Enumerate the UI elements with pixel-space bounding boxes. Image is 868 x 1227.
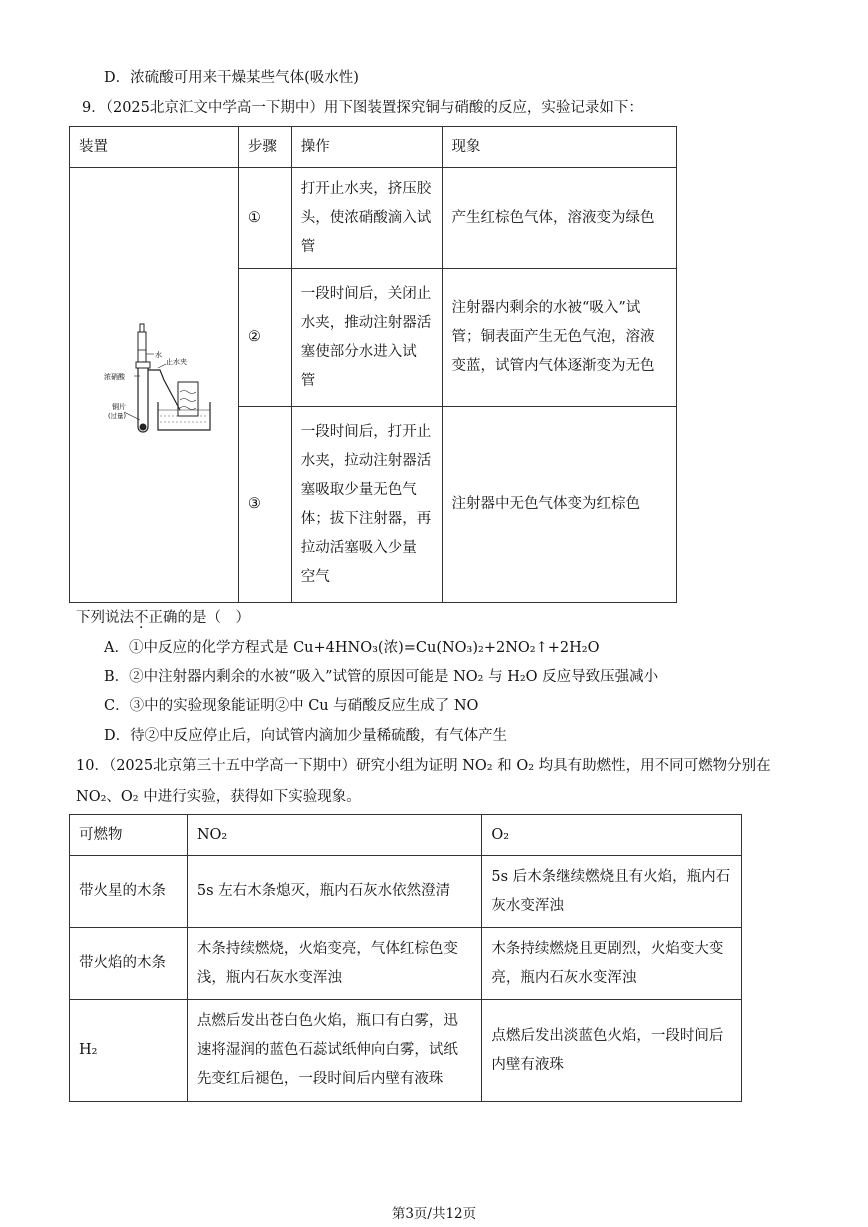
table-row: [70, 168, 677, 269]
line: 内壁有液珠: [491, 1056, 564, 1073]
no2-result-3: [187, 1000, 482, 1102]
q9-option-c: C．③中的实验现象能证明②中 Cu 与硝酸反应生成了 NO: [104, 698, 479, 714]
line: 先变红后褪色，一段时间后内壁有液珠: [196, 1071, 444, 1087]
line: 速将湿润的蓝色石蕊试纸伸向白雾，试纸: [196, 1042, 458, 1058]
header-apparatus: 装置: [70, 127, 239, 168]
label-excess: (过量): [107, 412, 126, 420]
header-no2: NO₂: [187, 815, 482, 856]
q9-option-d: D．待②中反应停止后，向试管内滴加少量稀硫酸，有气体产生: [104, 728, 508, 744]
q9-question: [76, 606, 250, 627]
phenomenon-1: [442, 168, 677, 269]
operation-3: [291, 407, 442, 603]
line: 一段时间后，打开止: [300, 423, 432, 440]
table-row: [70, 1000, 742, 1102]
o2-result-1: [482, 856, 742, 928]
line: 塞吸取少量无色气: [300, 481, 417, 498]
line: 点燃后发出苍白色火焰，瓶口有白雾，迅: [196, 1013, 458, 1029]
q9-option-b: B．②中注射器内剩余的水被“吸入”试管的原因可能是 NO₂ 与 H₂O 反应导致压强减小: [104, 669, 659, 685]
q10-table: [69, 814, 742, 1102]
line: 一段时间后，关闭止: [300, 285, 432, 302]
step-2: ②: [238, 269, 291, 407]
line: 塞使部分水进入试: [300, 343, 417, 360]
line: 木条持续燃烧，火焰变亮，气体红棕色变: [196, 940, 458, 957]
line: 管；铜表面产生无色气泡，溶液: [451, 329, 655, 345]
line: 拉动活塞吸入少量: [300, 539, 417, 556]
step-3: ③: [238, 407, 291, 603]
q10-stem-line1: 10．（2025北京第三十五中学高一下期中）研究小组为证明 NO₂ 和 O₂ 均具有助燃性，用不同可燃物分别在: [76, 758, 771, 774]
table-header-row: [70, 127, 677, 168]
table-row: [70, 928, 742, 1000]
line: 点燃后发出淡蓝色火焰，一段时间后: [491, 1027, 724, 1044]
line: 注射器中无色气体变为红棕色: [451, 496, 640, 512]
label-water: 水: [154, 351, 162, 359]
line: 水夹，推动注射器活: [300, 314, 432, 331]
table-header-row: [70, 815, 742, 856]
phenomenon-2: [442, 269, 677, 407]
copper-piece: [139, 424, 146, 431]
phenomenon-3: [442, 407, 677, 603]
no2-result-1: [187, 856, 482, 928]
line: 5s 左右木条熄灭，瓶内石灰水依然澄清: [196, 883, 451, 899]
line: 体；拔下注射器，再: [300, 510, 432, 527]
step-1: ①: [238, 168, 291, 269]
header-operation: 操作: [291, 127, 442, 168]
line: 管: [300, 238, 316, 255]
q10-stem-line2: NO₂、O₂ 中进行实验，获得如下实验现象。: [76, 789, 361, 805]
q9-option-a: A．①中反应的化学方程式是 Cu+4HNO₃(浓)=Cu(NO₃)₂+2NO₂↑+2H₂O: [104, 640, 600, 656]
question-text-a: 下列说法: [76, 610, 134, 626]
label-acid: 浓硝酸: [103, 373, 125, 381]
line: 变蓝，试管内气体逐渐变为无色: [451, 358, 655, 374]
fuel-1: 带火星的木条: [70, 856, 188, 928]
line: 头，使浓硝酸滴入试: [300, 209, 432, 226]
line: 产生红棕色气体，溶液变为绿色: [451, 209, 655, 226]
header-o2: O₂: [482, 815, 742, 856]
header-phenomenon: 现象: [442, 127, 677, 168]
operation-1: [291, 168, 442, 269]
q9-table: [69, 126, 677, 603]
line: 5s 后木条继续燃烧且有火焰，瓶内石: [491, 868, 731, 885]
line: 木条持续燃烧且更剧烈，火焰变大变: [491, 940, 724, 957]
question-text-c: 正确的是（ ）: [148, 610, 250, 626]
line: 管: [300, 372, 316, 389]
fuel-2: 带火焰的木条: [70, 928, 188, 1000]
apparatus-cell: [70, 168, 239, 603]
label-copper: 铜片: [111, 403, 126, 411]
no2-result-2: [187, 928, 482, 1000]
o2-result-2: [482, 928, 742, 1000]
emphasis-not: 不: [134, 610, 149, 626]
line: 灰水变浑浊: [491, 897, 564, 914]
line: 亮，瓶内石灰水变浑浊: [491, 969, 637, 986]
header-fuel: 可燃物: [70, 815, 188, 856]
fuel-3: H₂: [70, 1000, 188, 1102]
q9-stem: 9．（2025北京汇文中学高一下期中）用下图装置探究铜与硝酸的反应，实验记录如下：: [82, 100, 643, 116]
table-row: [70, 856, 742, 928]
line: 打开止水夹，挤压胶: [300, 180, 432, 197]
apparatus-diagram: [94, 320, 214, 450]
page-footer: 第3页/共12页: [391, 1206, 477, 1222]
label-clamp: 止水夹: [165, 358, 187, 366]
previous-option-d: D．浓硫酸可用来干燥某些气体(吸水性): [104, 70, 359, 86]
line: 空气: [300, 568, 330, 585]
header-step: 步骤: [238, 127, 291, 168]
operation-2: [291, 269, 442, 407]
o2-result-3: [482, 1000, 742, 1102]
line: 注射器内剩余的水被“吸入”试: [451, 300, 641, 316]
line: 浅，瓶内石灰水变浑浊: [196, 969, 342, 986]
line: 水夹，拉动注射器活: [300, 452, 432, 469]
